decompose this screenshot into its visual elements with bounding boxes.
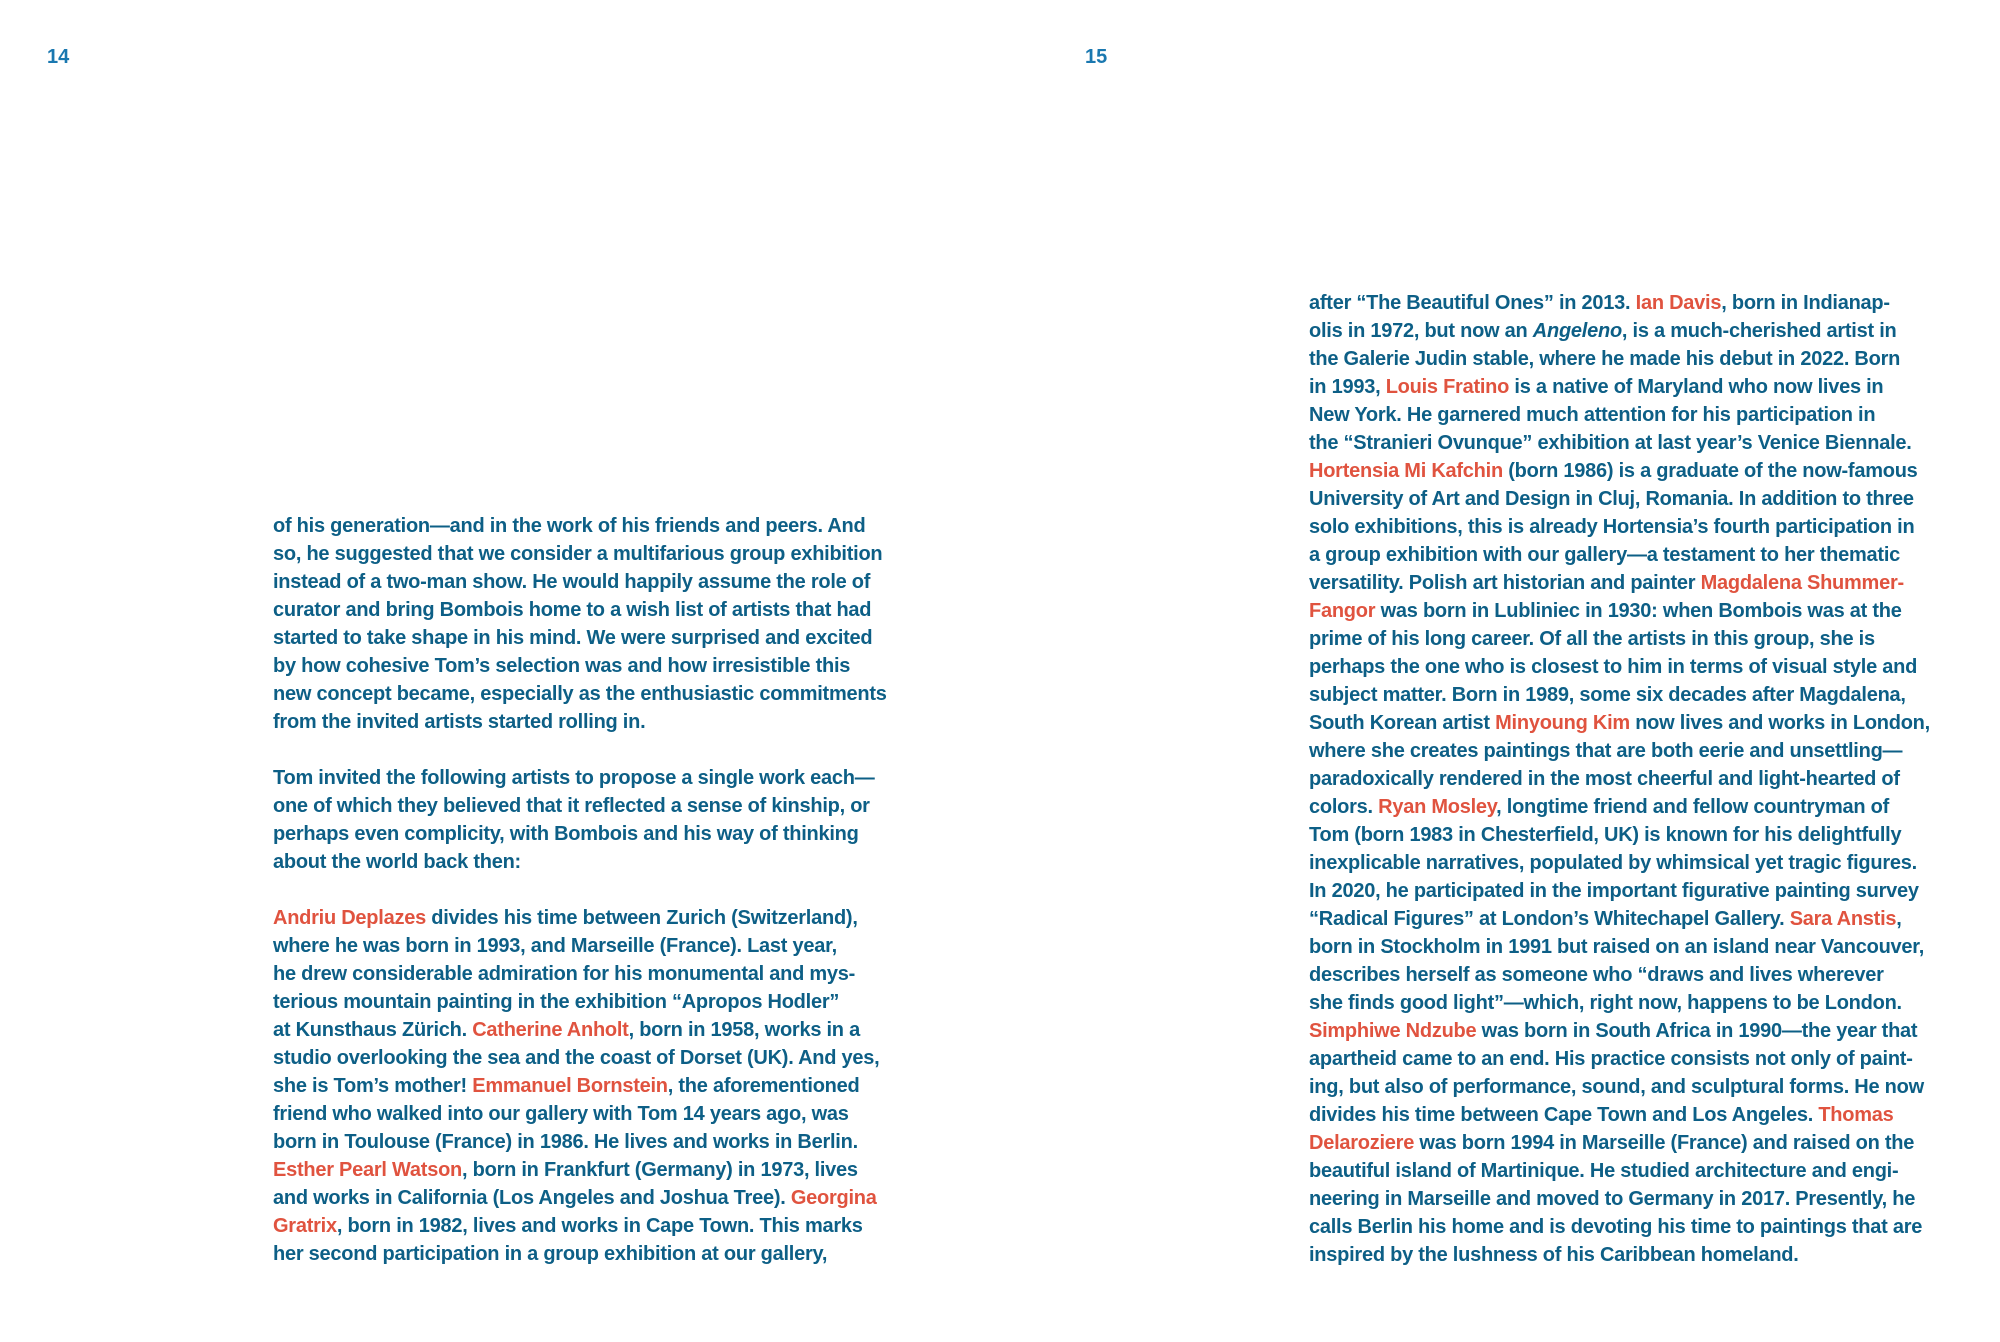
text-run: born in Stockholm in 1991 but raised on an island near Vancouver, [1309, 936, 1925, 958]
text-line [1309, 709, 1969, 737]
left-page-text-column [273, 512, 933, 1268]
text-run: was born in Lubliniec in 1930: when Bombois was at the [1375, 600, 1902, 622]
text-line [1309, 1241, 1969, 1269]
text-run: , longtime friend and fellow countryman of [1496, 796, 1890, 818]
text-line [273, 1240, 933, 1268]
paragraph [273, 904, 933, 1268]
text-run: one of which they believed that it reflected a sense of kinship, or [273, 795, 870, 817]
text-line [273, 820, 933, 848]
text-run: friend who walked into our gallery with Tom 14 years ago, was [273, 1103, 849, 1125]
text-line [273, 960, 933, 988]
text-line [273, 988, 933, 1016]
text-line [273, 1016, 933, 1044]
text-run: now lives and works in London, [1629, 712, 1930, 734]
text-run: divides his time between Cape Town and Los Angeles. [1309, 1104, 1819, 1126]
text-run: and works in California (Los Angeles and Joshua Tree). [273, 1187, 791, 1209]
text-run: subject matter. Born in 1989, some six decades after Magdalena, [1309, 684, 1906, 706]
text-line [273, 512, 933, 540]
artist-name: Delaroziere [1309, 1132, 1415, 1154]
text-line [273, 540, 933, 568]
text-run: prime of his long career. Of all the artists in this group, she is [1309, 628, 1875, 650]
text-run: she finds good light”—which, right now, happens to be London. [1309, 992, 1902, 1014]
text-line [273, 1156, 933, 1184]
text-line [1309, 429, 1969, 457]
text-line [273, 848, 933, 876]
text-run: terious mountain painting in the exhibition “Apropos Hodler” [273, 991, 840, 1013]
text-line [1309, 961, 1969, 989]
text-line [1309, 1129, 1969, 1157]
artist-name: Fangor [1309, 600, 1376, 622]
text-line [1309, 597, 1969, 625]
text-line [1309, 401, 1969, 429]
text-line [1309, 541, 1969, 569]
text-run: after “The Beautiful Ones” in 2013. [1309, 292, 1636, 314]
text-line [1309, 793, 1969, 821]
text-run: colors. [1309, 796, 1379, 818]
page-number-right: 15 [1085, 46, 1108, 68]
text-line [273, 624, 933, 652]
text-run: Tom (born 1983 in Chesterfield, UK) is known for his delightfully [1309, 824, 1902, 846]
text-line [1309, 1185, 1969, 1213]
text-run: Tom invited the following artists to propose a single work each— [273, 767, 875, 789]
text-run: about the world back then: [273, 851, 521, 873]
text-run: he drew considerable admiration for his monumental and mys- [273, 963, 856, 985]
text-line [1309, 485, 1969, 513]
text-run: olis in 1972, but now an [1309, 320, 1533, 342]
text-run: where she creates paintings that are both eerie and unsettling— [1309, 740, 1903, 762]
text-line [1309, 989, 1969, 1017]
text-run: a group exhibition with our gallery—a testament to her thematic [1309, 544, 1901, 566]
text-run: paradoxically rendered in the most cheerful and light-hearted of [1309, 768, 1900, 790]
text-line [1309, 373, 1969, 401]
text-line [1309, 933, 1969, 961]
text-line [273, 568, 933, 596]
text-line [273, 680, 933, 708]
text-line [273, 708, 933, 736]
artist-name: Louis Fratino [1385, 376, 1510, 398]
text-run: neering in Marseille and moved to Germany in 2017. Presently, he [1309, 1188, 1916, 1210]
text-run: University of Art and Design in Cluj, Romania. In addition to three [1309, 488, 1914, 510]
artist-name: Esther Pearl Watson [273, 1159, 463, 1181]
artist-name: Georgina [790, 1187, 877, 1209]
text-run: (born 1986) is a graduate of the now-famous [1502, 460, 1918, 482]
text-line [1309, 653, 1969, 681]
text-line [1309, 765, 1969, 793]
artist-name: Catherine Anholt [472, 1019, 629, 1041]
text-run: versatility. Polish art historian and painter [1309, 572, 1701, 594]
text-run: divides his time between Zurich (Switzerland), [425, 907, 858, 929]
text-run: so, he suggested that we consider a multifarious group exhibition [273, 543, 883, 565]
text-line [273, 596, 933, 624]
artist-name: Ryan Mosley [1378, 796, 1497, 818]
text-line [1309, 1017, 1969, 1045]
text-run: In 2020, he participated in the important figurative painting survey [1309, 880, 1919, 902]
text-run: was born 1994 in Marseille (France) and raised on the [1414, 1132, 1915, 1154]
text-run: from the invited artists started rolling in. [273, 711, 646, 733]
page-number-left: 14 [47, 46, 70, 68]
text-run: born in Toulouse (France) in 1986. He lives and works in Berlin. [273, 1131, 858, 1153]
artist-name: Gratrix [273, 1215, 337, 1237]
text-line [1309, 1101, 1969, 1129]
text-line [1309, 681, 1969, 709]
text-run: the “Stranieri Ovunque” exhibition at last year’s Venice Biennale. [1309, 432, 1912, 454]
text-run: in 1993, [1309, 376, 1386, 398]
text-line [1309, 905, 1969, 933]
text-line [1309, 737, 1969, 765]
text-line [1309, 877, 1969, 905]
text-run: , the aforementioned [667, 1075, 860, 1097]
text-run: inspired by the lushness of his Caribbean homeland. [1309, 1244, 1799, 1266]
text-run: is a native of Maryland who now lives in [1509, 376, 1884, 398]
artist-name: Simphiwe Ndzube [1309, 1020, 1477, 1042]
text-line [273, 1128, 933, 1156]
text-run: her second participation in a group exhibition at our gallery, [273, 1243, 828, 1265]
text-run: , [1896, 908, 1902, 930]
text-line [273, 1100, 933, 1128]
text-line [1309, 345, 1969, 373]
artist-name: Sara Anstis [1789, 908, 1897, 930]
artist-name: Minyoung Kim [1495, 712, 1630, 734]
text-run: , born in 1958, works in a [628, 1019, 860, 1041]
text-line [273, 764, 933, 792]
text-run: calls Berlin his home and is devoting his time to paintings that are [1309, 1216, 1923, 1238]
text-run: studio overlooking the sea and the coast of Dorset (UK). And yes, [273, 1047, 880, 1069]
text-line [273, 932, 933, 960]
artist-name: Emmanuel Bornstein [472, 1075, 668, 1097]
text-run: inexplicable narratives, populated by whimsical yet tragic figures. [1309, 852, 1917, 874]
text-line [273, 1044, 933, 1072]
text-run: perhaps the one who is closest to him in terms of visual style and [1309, 656, 1918, 678]
text-run: curator and bring Bombois home to a wish list of artists that had [273, 599, 872, 621]
text-run: of his generation—and in the work of his friends and peers. And [273, 515, 866, 537]
text-line [1309, 1045, 1969, 1073]
text-run: new concept became, especially as the enthusiastic commitments [273, 683, 887, 705]
paragraph [1309, 289, 1969, 1269]
italic-term: Angeleno [1532, 320, 1622, 342]
text-line [1309, 289, 1969, 317]
paragraph [273, 764, 933, 876]
text-line [1309, 849, 1969, 877]
text-line [1309, 317, 1969, 345]
text-run: started to take shape in his mind. We were surprised and excited [273, 627, 873, 649]
text-run: , born in 1982, lives and works in Cape Town. This marks [336, 1215, 863, 1237]
text-run: South Korean artist [1309, 712, 1496, 734]
text-run: , born in Indianap- [1721, 292, 1890, 314]
text-run: was born in South Africa in 1990—the year that [1476, 1020, 1918, 1042]
text-line [1309, 821, 1969, 849]
text-run: solo exhibitions, this is already Hortensia’s fourth participation in [1309, 516, 1915, 538]
text-run: beautiful island of Martinique. He studied architecture and engi- [1309, 1160, 1899, 1182]
text-line [273, 652, 933, 680]
text-run: by how cohesive Tom’s selection was and how irresistible this [273, 655, 851, 677]
text-run: perhaps even complicity, with Bombois and his way of thinking [273, 823, 859, 845]
text-line [1309, 1157, 1969, 1185]
text-line [1309, 513, 1969, 541]
text-run: New York. He garnered much attention for his participation in [1309, 404, 1876, 426]
artist-name: Magdalena Shummer- [1700, 572, 1904, 594]
text-run: , born in Frankfurt (Germany) in 1973, lives [462, 1159, 858, 1181]
text-line [1309, 1213, 1969, 1241]
text-run: instead of a two-man show. He would happily assume the role of [273, 571, 871, 593]
text-line [1309, 625, 1969, 653]
text-line [273, 1212, 933, 1240]
artist-name: Ian Davis [1635, 292, 1722, 314]
text-run: “Radical Figures” at London’s Whitechapel Gallery. [1309, 908, 1790, 930]
paragraph [273, 512, 933, 736]
text-line [1309, 569, 1969, 597]
text-run: apartheid came to an end. His practice consists not only of paint- [1309, 1048, 1913, 1070]
text-run: where he was born in 1993, and Marseille (France). Last year, [273, 935, 837, 957]
artist-name: Thomas [1818, 1104, 1894, 1126]
text-line [273, 904, 933, 932]
text-run: the Galerie Judin stable, where he made his debut in 2022. Born [1309, 348, 1901, 370]
artist-name: Andriu Deplazes [273, 907, 426, 929]
text-line [1309, 457, 1969, 485]
artist-name: Hortensia Mi Kafchin [1309, 460, 1503, 482]
text-run: ing, but also of performance, sound, and sculptural forms. He now [1309, 1076, 1924, 1098]
text-run: describes herself as someone who “draws and lives wherever [1309, 964, 1884, 986]
right-page-text-column [1309, 289, 1969, 1269]
text-line [273, 1072, 933, 1100]
text-run: , is a much-cherished artist in [1621, 320, 1897, 342]
text-line [1309, 1073, 1969, 1101]
text-run: at Kunsthaus Zürich. [273, 1019, 473, 1041]
text-line [273, 1184, 933, 1212]
text-line [273, 792, 933, 820]
text-run: she is Tom’s mother! [273, 1075, 473, 1097]
